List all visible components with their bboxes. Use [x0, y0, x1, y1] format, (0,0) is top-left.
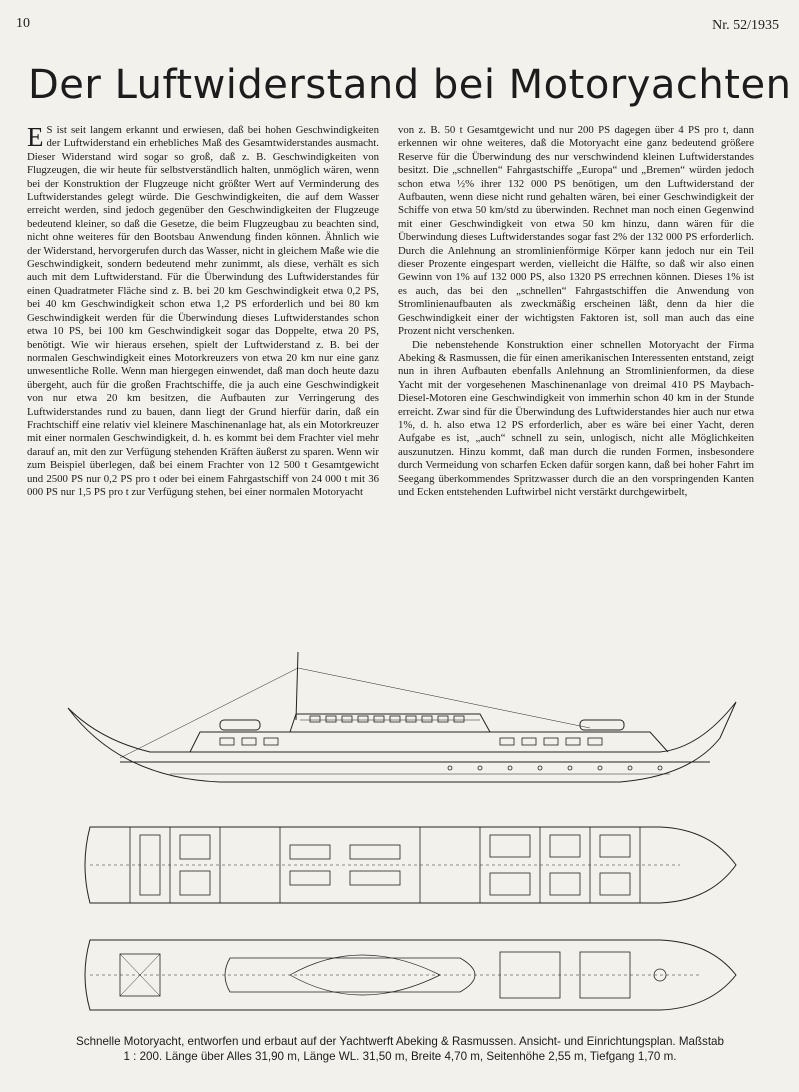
yacht-upper-deck-plan	[60, 930, 740, 1020]
article-paragraph: von z. B. 50 t Gesamtgewicht und nur 200 PS dagegen über 4 PS pro t, dann erkennen wir ohne weiteres, daß die Motoryacht eine ganz bedeutend größere Reserve für die Überwindung des nur verschwindend kleinen Luftwiderstandes besitzt. Die „schnellen“ Fahrgastschiffe „Europa“ und „Bremen“ würden jedoch schon etwa ½% ihrer 132 000 PS benötigen, um den Luftwiderstand der Aufbauten, wenn diese nicht rund gehalten wären, bei einer Geschwindigkeit der Schiffe von etwa 50 km/std zu überwinden. Rechnet man noch einen Gegenwind mit einer Geschwindigkeit von etwa 50 km hinzu, dann wären für die Überwindung dieses Luftwiderstandes sogar fast 2% der 132 000 PS erforderlich. Durch die Anlehnung an stromlinienförmige Körper kann jedoch nur ein Teil dieser Prozente eingespart werden, vielleicht die Hälfte, so daß wir also einen Gewinn von 1% auf 132 000 PS, also 1320 PS errechnen können. Dieses 1% ist es auch, das bei den „schnellen“ Fahrgastschiffen die Anwendung von Stromlinienaufbauten als zweckmäßig erscheinen läßt, denn da hier die Geschwindigkeit einer der wichtigsten Faktoren ist, soll man auch das eine Prozent nicht verschenken.	[398, 124, 754, 338]
yacht-side-elevation	[60, 648, 740, 808]
drop-cap: E	[27, 124, 44, 152]
page-number: 10	[16, 16, 30, 31]
caption-line: Schnelle Motoryacht, entworfen und erbaut auf der Yachtwerft Abeking & Rasmussen. Ansicht- und Einrichtungsplan. Maßstab	[76, 1035, 724, 1048]
figure-caption	[30, 1034, 770, 1064]
caption-line: 1 : 200. Länge über Alles 31,90 m, Länge WL. 31,50 m, Breite 4,70 m, Seitenhöhe 2,55 m, Tiefgang 1,70 m.	[123, 1050, 677, 1063]
article-column-right	[398, 124, 754, 614]
issue-number: Nr. 52/1935	[712, 18, 779, 33]
article-paragraph	[27, 124, 379, 499]
article-paragraph: Die nebenstehende Konstruktion einer schnellen Motoryacht der Firma Abeking & Rasmussen, die für einen amerikanischen Interessenten entstand, zeigt nun in ihren Aufbauten ebenfalls Anlehnung an Stromlinienformen, da diese Yacht mit der vorgesehenen Maschinenanlage von dreimal 410 PS Maybach-Diesel-Motoren eine Geschwindigkeit von immerhin schon 40 km in der Stunde erreicht. Zwar sind für die Überwindung des Luftwiderstandes hier auch nur etwa 1%, d. h. also etwa 12 PS erforderlich, aber es wäre bei einer Yacht, deren Aufgabe es ist, „auch“ schnell zu sein, unlogisch, nicht alle Möglichkeiten auszunutzen. Hinzu kommt, daß man durch die runden Formen, insbesondere durch Vermeidung von scharfen Ecken dafür sorgen kann, daß bei hoher Fahrt im Seegang überkommendes Spritzwasser durch die an den vorspringenden Kanten und Ecken entstehenden Luftwirbel nicht verstärkt durchgewirbelt,	[398, 338, 754, 498]
article-title: Der Luftwiderstand bei Motoryachten	[28, 62, 792, 108]
article-column-left	[27, 124, 379, 614]
article-text: S ist seit langem erkannt und erwiesen, daß bei hohen Geschwindigkeiten der Luftwiderstand ein erhebliches Maß des Gesamtwiderstandes ausmacht. Dieser Widerstand wird sogar so groß, daß z. B. Geschwindigkeiten von Flugzeugen, die wir heute für selbstverständlich halten, unmöglich wären, wenn bei der Konstruktion der Flugzeuge nicht größter Wert auf Verminderung des Luftwiderstandes gelegt würde. Die Geschwindigkeiten, die auf dem Wasser erreicht werden, sind jedoch gegenüber den Geschwindigkeiten der Flugzeuge bedeutend kleiner, so daß die Gesetze, die beim Flugzeugbau zu beachten sind, nicht ohne weiteres für den Bootsbau Anwendung finden können. Ähnlich wie der Widerstand, hervorgerufen durch das Wasser, nicht in gleichem Maße wie die Geschwindigkeit, sondern bedeutend mehr zunimmt, als diese, verhält es sich auch mit dem Luftwiderstand. Für die Überwindung des Luftwiderstandes für einen Quadratmeter Fläche sind z. B. bei 20 km Geschwindigkeit etwa 0,2 PS, bei 40 km Geschwindigkeit schon etwa 1,2 PS erforderlich und bei 80 km Geschwindigkeit werden für die Überwindung dieses Luftwiderstandes schon etwa 10 PS, bei 100 km Geschwindigkeit sogar das Doppelte, etwa 20 PS, benötigt. Wie wir hieraus ersehen, spielt der Luftwiderstand z. B. bei der normalen Geschwindigkeit eines Motorkreuzers von etwa 20 km nur eine ganz unwesentliche Rolle. Wenn man hiergegen einwendet, daß man doch heute dazu übergeht, auch für die großen Frachtschiffe, die ja auch eine Geschwindigkeit von nur etwa 20 km besitzen, die Aufbauten zur Verringerung des Luftwiderstandes rund zu bauen, dann liegt der Grund hierfür darin, daß ein Frachtschiff eine relativ viel kleinere Maschinenanlage hat, als ein Motorkreuzer mit einer normalen Geschwindigkeit, d. h. es kommt bei dem Frachter viel mehr darauf an, mit den zur Verfügung stehenden Kräften äußerst zu sparen. Wenn wir zum Beispiel überlegen, daß bei einem Frachter von 12 500 t Gesamtgewicht und 2500 PS nur 0,2 PS pro t oder bei einem Fahrgastschiff von 24 000 t mit 36 000 PS nur 1,5 PS pro t zur Verfügung stehen, bei einer normalen Motoryacht	[27, 124, 379, 498]
yacht-lower-deck-plan	[60, 815, 740, 915]
